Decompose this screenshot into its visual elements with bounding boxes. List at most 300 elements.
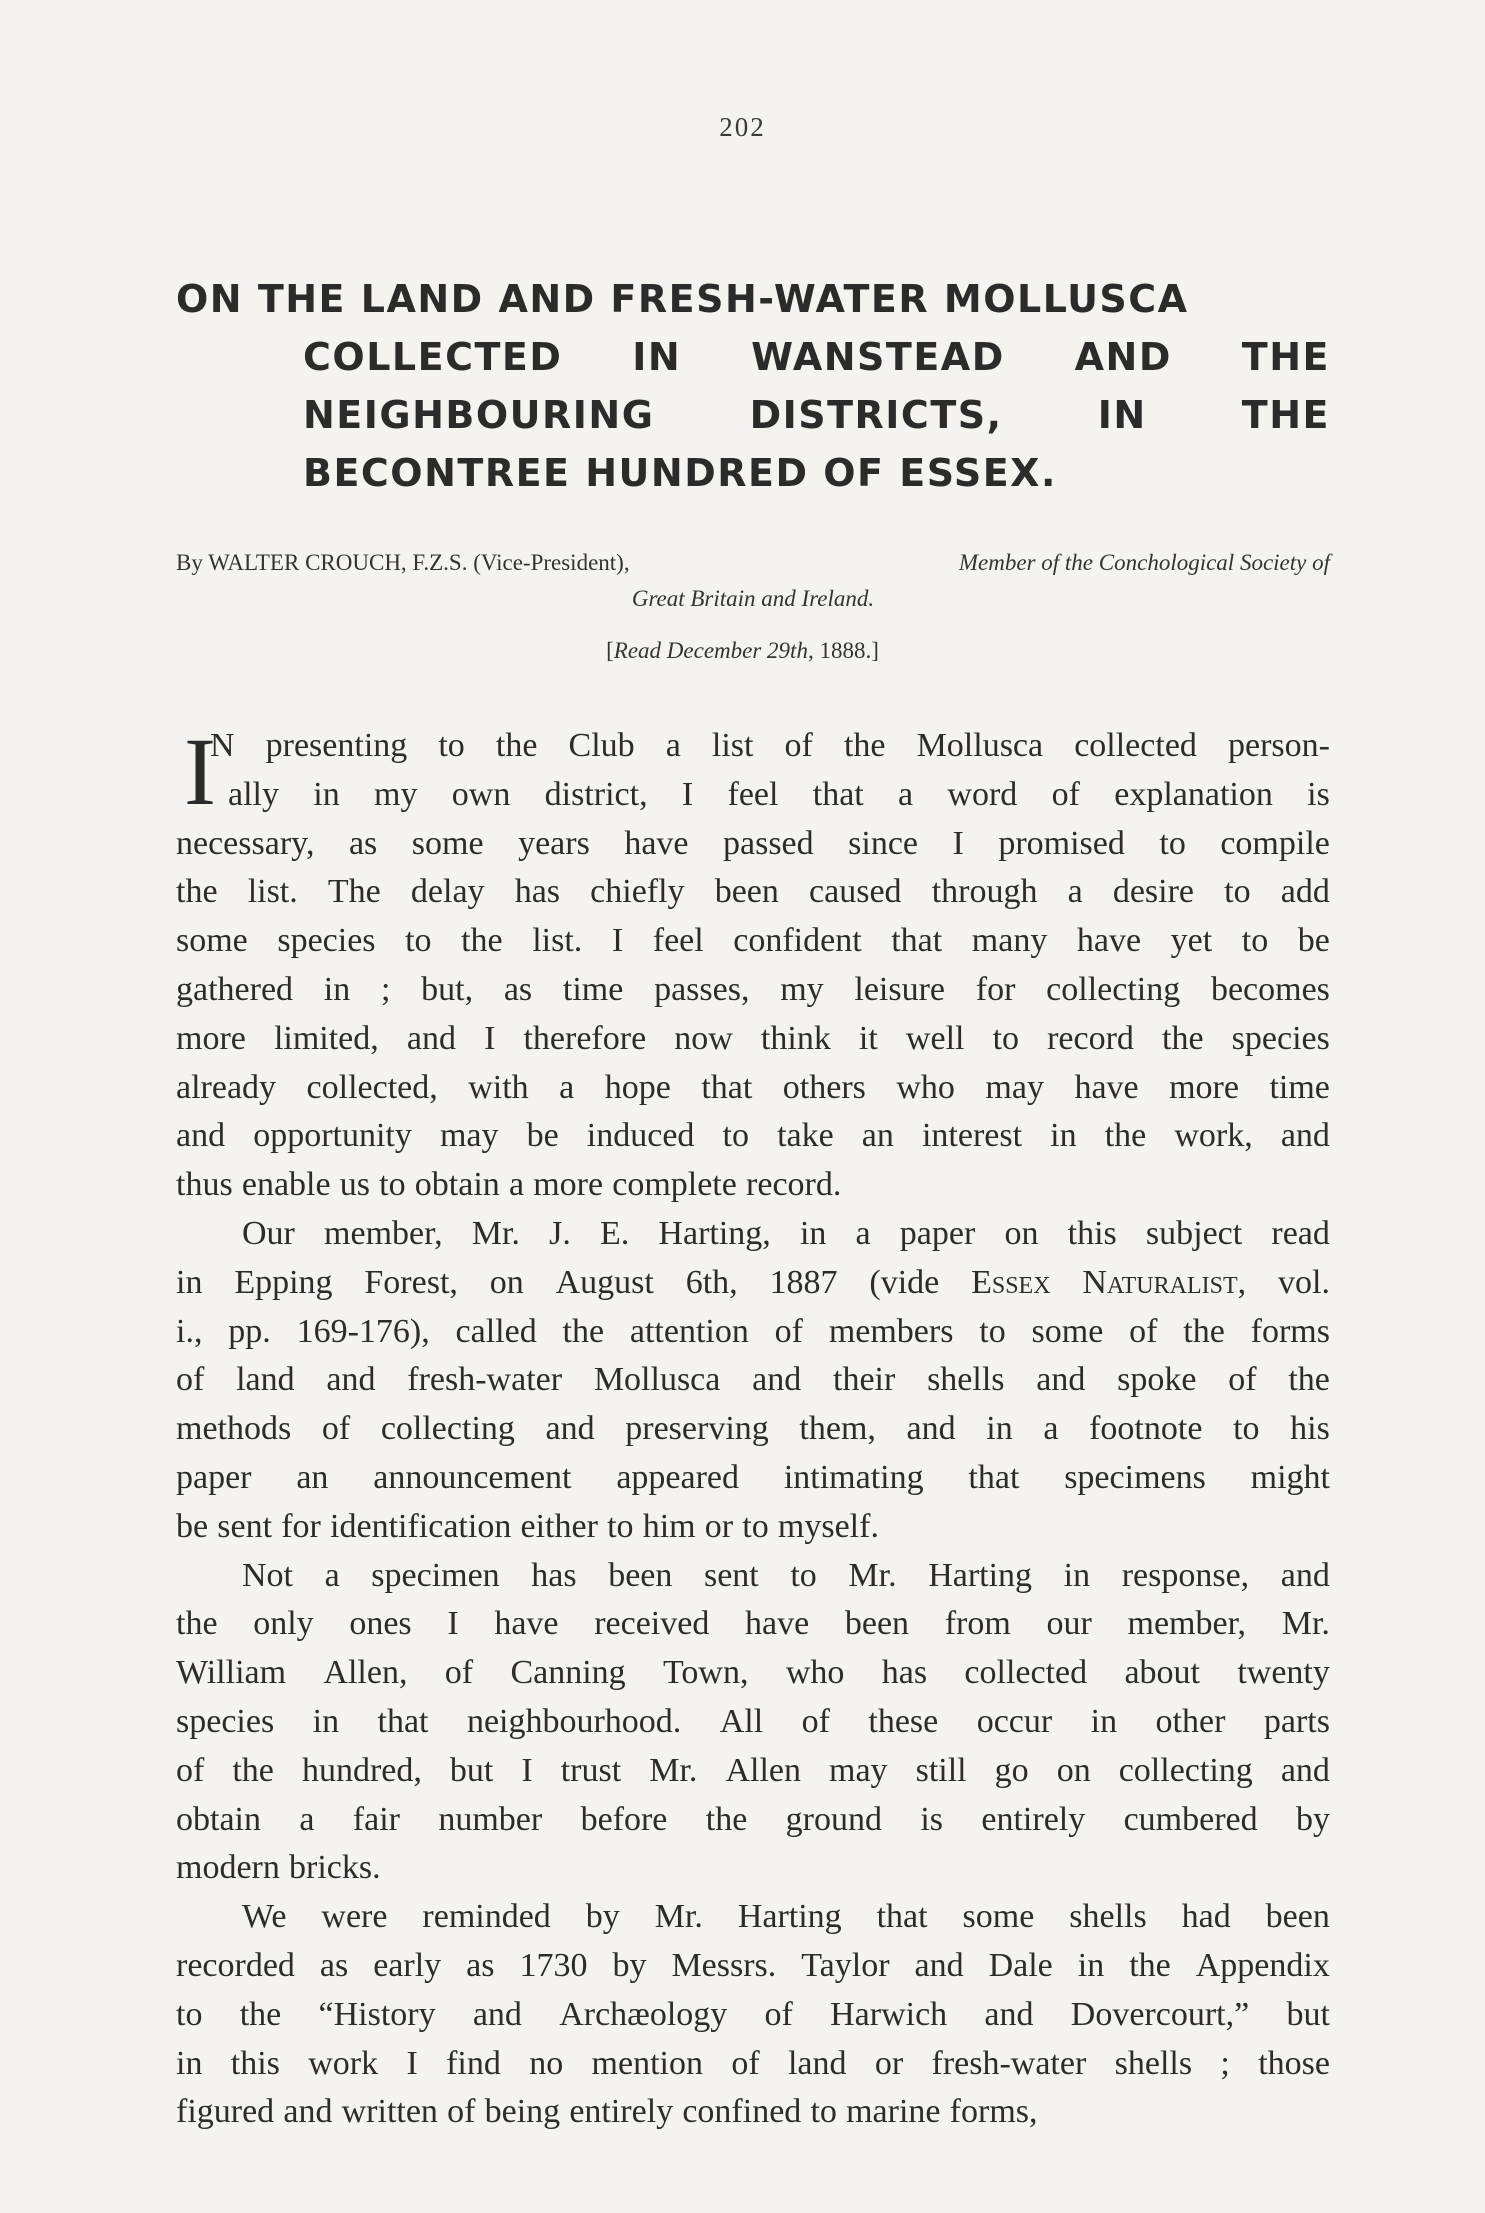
- word: more: [533, 1166, 604, 1204]
- word: ;: [380, 970, 391, 1008]
- word: appeared: [616, 1458, 739, 1496]
- word: an: [861, 1117, 894, 1155]
- text-line: [176, 1210, 1330, 1259]
- word: Allen: [725, 1751, 801, 1789]
- word: We: [242, 1898, 287, 1936]
- word: to: [438, 727, 465, 764]
- word: to: [1233, 1410, 1260, 1448]
- word: delay: [410, 873, 485, 911]
- text-line: [176, 820, 1330, 869]
- word: Mr.: [848, 1556, 897, 1594]
- word: interest: [921, 1117, 1023, 1155]
- word: that: [891, 922, 943, 960]
- word: for: [975, 970, 1016, 1008]
- word: a: [1067, 873, 1083, 911]
- word: therefore: [523, 1019, 647, 1057]
- word: announcement: [373, 1458, 572, 1496]
- word: to: [992, 1019, 1020, 1057]
- word: of: [1129, 1312, 1158, 1350]
- word: species: [1231, 1019, 1330, 1057]
- word: necessary,: [176, 824, 315, 862]
- word: in: [176, 2044, 203, 2082]
- word: subject: [1145, 1214, 1243, 1252]
- word: before: [580, 1800, 668, 1838]
- word: and: [1280, 1751, 1330, 1789]
- word: limited,: [273, 1019, 379, 1057]
- word: in: [1090, 1702, 1118, 1740]
- word: marine: [846, 2093, 941, 2131]
- word: be: [1297, 922, 1330, 960]
- paragraph: [176, 1893, 1330, 2137]
- word: person-: [1227, 727, 1330, 764]
- word: has: [514, 873, 561, 911]
- word: some: [1031, 1312, 1104, 1350]
- word: explanation: [1114, 775, 1273, 813]
- word: Harwich: [830, 1995, 948, 2033]
- word: been: [608, 1556, 673, 1594]
- word: either: [520, 1507, 598, 1545]
- title-word: IN: [632, 335, 682, 379]
- word: collected: [964, 1654, 1088, 1692]
- word: about: [1124, 1654, 1200, 1692]
- word: in: [799, 1214, 827, 1252]
- word: to: [1241, 922, 1269, 960]
- word: who: [785, 1654, 845, 1692]
- page-number: 202: [719, 112, 766, 142]
- word: methods: [176, 1410, 292, 1448]
- word: to: [1224, 873, 1251, 911]
- word: now: [674, 1019, 733, 1057]
- word: of: [774, 1312, 803, 1350]
- word: is: [920, 1800, 944, 1838]
- word: of: [731, 2044, 760, 2082]
- word: may: [439, 1117, 499, 1155]
- word: of: [801, 1702, 830, 1740]
- word: Appendix: [1195, 1946, 1330, 1984]
- word: I: [447, 1605, 459, 1643]
- word: shells: [1069, 1898, 1147, 1936]
- word: other: [1155, 1702, 1226, 1740]
- word: species: [277, 922, 376, 960]
- word: a: [1043, 1410, 1059, 1448]
- word: becomes: [1210, 970, 1330, 1008]
- text-line: [176, 722, 1330, 771]
- word: that: [377, 1702, 429, 1740]
- word: have: [745, 1605, 810, 1643]
- word: time: [562, 970, 624, 1008]
- word: I: [521, 1751, 533, 1789]
- text-line: [176, 1649, 1330, 1698]
- word: to: [607, 1507, 634, 1545]
- read-date: Read December 29th,: [613, 638, 814, 663]
- article-body: [176, 718, 1330, 2137]
- word: the: [705, 1800, 748, 1838]
- word: a: [508, 1166, 525, 1204]
- word: and: [283, 2093, 333, 2131]
- text-line: [176, 868, 1330, 917]
- text-line: [176, 1991, 1330, 2040]
- word: the: [1104, 1117, 1147, 1155]
- word: and: [406, 1019, 456, 1057]
- word: to: [405, 922, 432, 960]
- word: the: [1288, 1361, 1330, 1399]
- title-word: AND: [1074, 335, 1172, 379]
- word: still: [915, 1751, 967, 1789]
- word: list.: [532, 922, 583, 960]
- title-word: NEIGHBOURING: [303, 393, 655, 437]
- title-word: IN: [1097, 393, 1147, 437]
- word: chiefly: [590, 873, 685, 911]
- word: work,: [1174, 1117, 1253, 1155]
- word: by: [612, 1946, 647, 1984]
- word: forms,: [949, 2093, 1038, 2131]
- word: but: [449, 1751, 494, 1789]
- word: entirely: [569, 2093, 674, 2131]
- word: spoke: [1117, 1361, 1197, 1399]
- word: time: [1269, 1068, 1330, 1106]
- paragraph: [176, 1552, 1330, 1894]
- text-line: [176, 1503, 1330, 1552]
- word: and: [1280, 1556, 1330, 1594]
- word: as: [348, 824, 378, 862]
- word: to: [742, 1507, 769, 1545]
- word: collected: [1074, 727, 1197, 764]
- word: from: [944, 1605, 1011, 1643]
- word: to: [722, 1117, 749, 1155]
- word: in: [1063, 1556, 1091, 1594]
- word: in: [323, 970, 351, 1008]
- word: many: [971, 922, 1048, 960]
- word: footnote: [1089, 1410, 1203, 1448]
- word: August: [555, 1263, 654, 1301]
- word: I: [952, 824, 964, 862]
- word: add: [1280, 873, 1330, 911]
- text-line: [176, 917, 1330, 966]
- word: own: [451, 775, 511, 813]
- word: cumbered: [1123, 1800, 1258, 1838]
- word: the: [1129, 1946, 1171, 1984]
- word: leisure: [854, 970, 946, 1008]
- word: specimen: [371, 1556, 500, 1594]
- word: of: [784, 727, 813, 764]
- word: some: [411, 824, 484, 862]
- title-line: [176, 386, 1330, 444]
- word: confident: [733, 922, 862, 960]
- word: as: [503, 970, 533, 1008]
- word: his: [1290, 1410, 1330, 1448]
- word: early: [373, 1946, 442, 1984]
- word: I: [406, 2044, 418, 2082]
- word: word: [947, 775, 1018, 813]
- word: by: [585, 1898, 620, 1936]
- text-line: [176, 1356, 1330, 1405]
- word: this: [1067, 1214, 1117, 1252]
- word: complete: [612, 1166, 737, 1204]
- word: them,: [799, 1410, 876, 1448]
- title-word: DISTRICTS,: [749, 393, 1003, 437]
- text-line: [176, 1844, 1330, 1893]
- word: myself.: [777, 1507, 879, 1545]
- word: of: [447, 2093, 476, 2131]
- word: ones: [349, 1605, 412, 1643]
- word: that: [876, 1898, 928, 1936]
- word: already: [176, 1068, 277, 1106]
- word: sent: [703, 1556, 759, 1594]
- word: read: [1271, 1214, 1330, 1252]
- word: been: [844, 1605, 910, 1643]
- text-line: [176, 1112, 1330, 1161]
- word: a: [559, 1068, 575, 1106]
- word: confined: [682, 2093, 802, 2131]
- word: Taylor: [801, 1946, 890, 1984]
- word: years: [518, 824, 590, 862]
- word: neighbourhood.: [466, 1702, 682, 1740]
- word: in: [176, 1263, 203, 1301]
- word: Mr.: [1281, 1605, 1330, 1643]
- word: find: [446, 2044, 501, 2082]
- word: on: [1004, 1214, 1039, 1252]
- word: to: [810, 2093, 837, 2131]
- word: and: [906, 1410, 956, 1448]
- word: the: [843, 727, 886, 764]
- word: or: [704, 1507, 734, 1545]
- read-year: 1888.]: [813, 638, 879, 663]
- word: in: [312, 1702, 340, 1740]
- word: desire: [1112, 873, 1195, 911]
- word: collecting: [380, 1410, 515, 1448]
- word: Harting: [737, 1898, 842, 1936]
- word: have: [494, 1605, 559, 1643]
- text-line: [176, 1796, 1330, 1845]
- word: has: [881, 1654, 928, 1692]
- word: obtain: [176, 1800, 261, 1838]
- text-line: [176, 966, 1330, 1015]
- word: passed: [723, 824, 814, 862]
- word: mention: [591, 2044, 703, 2082]
- word: intimating: [783, 1458, 924, 1496]
- word: the: [239, 1995, 282, 2033]
- word: a: [665, 727, 681, 764]
- word: others: [782, 1068, 866, 1106]
- word: our: [1046, 1605, 1092, 1643]
- word: on: [489, 1263, 524, 1301]
- word: passes,: [654, 970, 750, 1008]
- word: I: [681, 775, 694, 813]
- word: as: [319, 1946, 349, 1984]
- word: and: [545, 1410, 595, 1448]
- word: 169-176),: [296, 1312, 430, 1350]
- word: response,: [1121, 1556, 1250, 1594]
- word: be: [176, 1507, 209, 1545]
- word: species: [176, 1702, 275, 1740]
- word: pp.: [228, 1312, 271, 1350]
- word: and: [752, 1361, 802, 1399]
- word: it: [858, 1019, 878, 1057]
- word: in: [1050, 1117, 1077, 1155]
- title-word: COLLECTED: [303, 335, 563, 379]
- word: ground: [785, 1800, 882, 1838]
- word: and: [326, 1361, 376, 1399]
- word: Canning: [510, 1654, 626, 1692]
- word: Harting: [928, 1556, 1033, 1594]
- text-line: [176, 1259, 1330, 1308]
- word: were: [321, 1898, 388, 1936]
- word: received: [594, 1605, 710, 1643]
- word: that: [701, 1068, 753, 1106]
- word: 6th,: [685, 1263, 738, 1301]
- word: more: [176, 1019, 246, 1057]
- word: take: [777, 1117, 834, 1155]
- word: him: [642, 1507, 696, 1545]
- paragraph: [176, 718, 1330, 1210]
- word: a: [855, 1214, 871, 1252]
- word: the: [495, 727, 538, 764]
- word: opportunity: [253, 1117, 412, 1155]
- word: or: [874, 2044, 904, 2082]
- text-line: [176, 1308, 1330, 1357]
- drop-cap: I: [184, 718, 216, 825]
- word: bricks.: [289, 1849, 381, 1887]
- text-line: [176, 1064, 1330, 1113]
- word: William: [176, 1654, 287, 1692]
- word: but: [1286, 1995, 1330, 2033]
- word: record: [1047, 1019, 1134, 1057]
- word: of: [764, 1995, 793, 2033]
- word: us: [339, 1166, 370, 1204]
- text-line: [176, 1552, 1330, 1601]
- word: the: [562, 1312, 605, 1350]
- text-line: [176, 1698, 1330, 1747]
- word: Epping: [234, 1263, 333, 1301]
- word: obtain: [414, 1166, 500, 1204]
- word: a: [898, 775, 914, 813]
- word: these: [868, 1702, 939, 1740]
- text-line: [176, 1942, 1330, 1991]
- word: of: [1051, 775, 1080, 813]
- word: preserving: [625, 1410, 769, 1448]
- word: may: [829, 1751, 888, 1789]
- word: promised: [998, 824, 1125, 862]
- word: to: [979, 1312, 1006, 1350]
- word: and: [176, 1117, 226, 1155]
- word: and: [1280, 1117, 1330, 1155]
- word: of: [1228, 1361, 1257, 1399]
- word: 1887: [769, 1263, 838, 1301]
- word: go: [994, 1751, 1029, 1789]
- word: ally: [228, 775, 279, 813]
- word: i.,: [176, 1312, 203, 1350]
- text-line: [176, 1015, 1330, 1064]
- word: land: [787, 2044, 847, 2082]
- word: Club: [568, 727, 635, 764]
- word: Archæology: [559, 1995, 728, 2033]
- word: enable: [241, 1166, 331, 1204]
- word: collected,: [306, 1068, 438, 1106]
- word: that: [812, 775, 864, 813]
- byline-affiliation: Member of the Conchological Society of: [958, 550, 1330, 575]
- word: 1730: [519, 1946, 588, 1984]
- word: the: [1162, 1019, 1204, 1057]
- word: recorded: [176, 1946, 295, 1984]
- word: E.: [599, 1214, 630, 1252]
- word: Naturalist,: [1082, 1263, 1247, 1301]
- word: reminded: [422, 1898, 551, 1936]
- word: to: [176, 1995, 203, 2033]
- byline-author: By WALTER CROUCH, F.Z.S. (Vice-President),: [176, 550, 630, 575]
- title-word: THE: [1241, 393, 1330, 437]
- word: the: [1183, 1312, 1225, 1350]
- text-line: [176, 2088, 1330, 2137]
- word: I: [484, 1019, 496, 1057]
- word: fresh-water: [931, 2044, 1087, 2082]
- word: of: [176, 1751, 205, 1789]
- word: who: [896, 1068, 955, 1106]
- word: and: [1036, 1361, 1086, 1399]
- title-word: WANSTEAD: [751, 335, 1005, 379]
- word: Forest,: [364, 1263, 458, 1301]
- word: forms: [1250, 1312, 1330, 1350]
- word: list: [711, 727, 754, 764]
- word: figured: [176, 2093, 275, 2131]
- read-date-note: [0, 638, 1485, 664]
- text-line: [176, 2040, 1330, 2089]
- byline-affiliation-cont: Great Britain and Ireland.: [631, 586, 875, 611]
- word: “History: [318, 1995, 436, 2033]
- word: on: [1056, 1751, 1091, 1789]
- bracket: [: [606, 638, 614, 663]
- byline: [176, 545, 1330, 617]
- word: district,: [544, 775, 648, 813]
- word: shells: [1114, 2044, 1193, 2082]
- word: been: [714, 873, 779, 911]
- word: trust: [560, 1751, 622, 1789]
- text-line: [176, 1600, 1330, 1649]
- word: this: [230, 2044, 280, 2082]
- word: modern: [176, 1849, 280, 1887]
- word: land: [236, 1361, 295, 1399]
- word: Harting,: [658, 1214, 771, 1252]
- word: fresh-water: [407, 1361, 563, 1399]
- word: identification: [330, 1507, 512, 1545]
- word: record.: [746, 1166, 842, 1204]
- word: has: [531, 1556, 577, 1594]
- word: and: [984, 1995, 1034, 2033]
- word: those: [1258, 2044, 1330, 2082]
- word: hope: [604, 1068, 671, 1106]
- word: of: [321, 1410, 351, 1448]
- word: J.: [549, 1214, 571, 1252]
- word: to: [1159, 824, 1186, 862]
- word: Mr.: [649, 1751, 698, 1789]
- title-line: BECONTREE HUNDRED OF ESSEX.: [303, 451, 1057, 495]
- word: caused: [809, 873, 902, 911]
- word: to: [379, 1166, 406, 1204]
- word: ;: [1220, 2044, 1230, 2082]
- word: the: [232, 1751, 274, 1789]
- word: written: [341, 2093, 438, 2131]
- word: have: [624, 824, 689, 862]
- word: paper: [176, 1458, 252, 1496]
- word: my: [374, 775, 418, 813]
- word: gathered: [176, 970, 294, 1008]
- word: Dovercourt,”: [1070, 1995, 1250, 2033]
- word: and: [914, 1946, 964, 1984]
- word: in: [1077, 1946, 1105, 1984]
- word: the: [461, 922, 503, 960]
- word: Dale: [988, 1946, 1053, 1984]
- word: I: [611, 922, 624, 960]
- word: member,: [1127, 1605, 1247, 1643]
